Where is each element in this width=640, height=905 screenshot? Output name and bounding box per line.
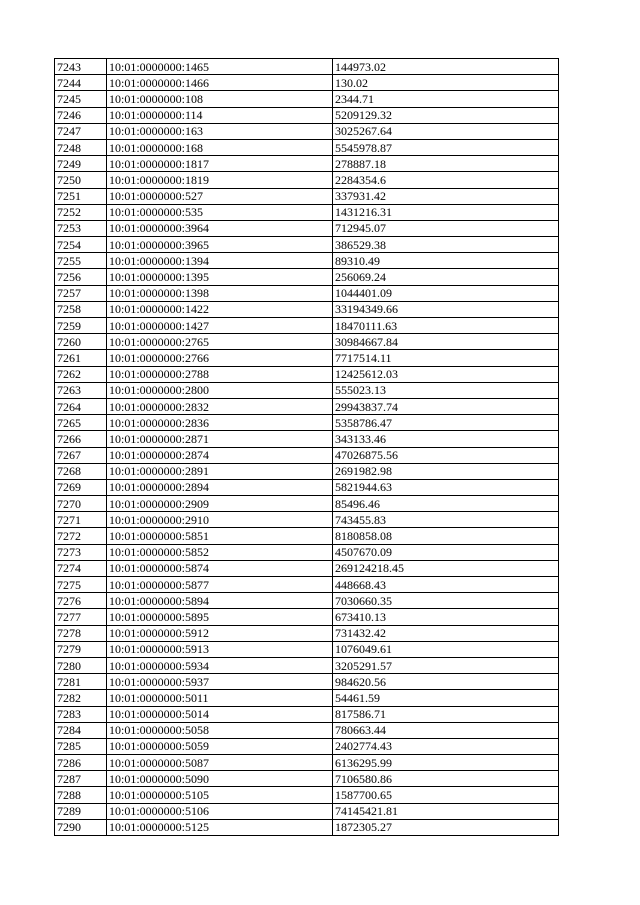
table-body [55, 59, 559, 836]
row-number-cell: 7277 [55, 609, 107, 625]
value-cell: 5358786.47 [333, 415, 559, 431]
value-cell: 780663.44 [333, 722, 559, 738]
table-row [55, 560, 559, 576]
table-row [55, 237, 559, 253]
row-number-cell: 7288 [55, 787, 107, 803]
value-cell: 74145421.81 [333, 803, 559, 819]
cadastral-number-cell: 10:01:0000000:2871 [107, 431, 333, 447]
cadastral-number-cell: 10:01:0000000:2874 [107, 447, 333, 463]
cadastral-number-cell: 10:01:0000000:5090 [107, 771, 333, 787]
row-number-cell: 7272 [55, 528, 107, 544]
cadastral-number-cell: 10:01:0000000:2910 [107, 512, 333, 528]
cadastral-number-cell: 10:01:0000000:1819 [107, 172, 333, 188]
table-row [55, 674, 559, 690]
cadastral-number-cell: 10:01:0000000:2894 [107, 479, 333, 495]
row-number-cell: 7268 [55, 463, 107, 479]
table-row [55, 657, 559, 673]
value-cell: 2284354.6 [333, 172, 559, 188]
value-cell: 47026875.56 [333, 447, 559, 463]
table-row [55, 253, 559, 269]
row-number-cell: 7245 [55, 91, 107, 107]
table-row [55, 75, 559, 91]
cadastral-number-cell: 10:01:0000000:3964 [107, 220, 333, 236]
table-row [55, 123, 559, 139]
table-row [55, 59, 559, 75]
value-cell: 33194349.66 [333, 301, 559, 317]
row-number-cell: 7249 [55, 156, 107, 172]
cadastral-number-cell: 10:01:0000000:5894 [107, 593, 333, 609]
value-cell: 6136295.99 [333, 755, 559, 771]
row-number-cell: 7254 [55, 237, 107, 253]
row-number-cell: 7260 [55, 334, 107, 350]
cadastral-number-cell: 10:01:0000000:3965 [107, 237, 333, 253]
value-cell: 85496.46 [333, 496, 559, 512]
value-cell: 54461.59 [333, 690, 559, 706]
table-row [55, 463, 559, 479]
table-row [55, 755, 559, 771]
table-row [55, 107, 559, 123]
row-number-cell: 7279 [55, 641, 107, 657]
table-row [55, 220, 559, 236]
table-row [55, 156, 559, 172]
row-number-cell: 7282 [55, 690, 107, 706]
table-row [55, 512, 559, 528]
table-row [55, 204, 559, 220]
table-row [55, 172, 559, 188]
cadastral-number-cell: 10:01:0000000:5014 [107, 706, 333, 722]
value-cell: 1044401.09 [333, 285, 559, 301]
value-cell: 743455.83 [333, 512, 559, 528]
cadastral-number-cell: 10:01:0000000:5913 [107, 641, 333, 657]
row-number-cell: 7253 [55, 220, 107, 236]
cadastral-number-cell: 10:01:0000000:2765 [107, 334, 333, 350]
cadastral-number-cell: 10:01:0000000:2800 [107, 382, 333, 398]
value-cell: 5821944.63 [333, 479, 559, 495]
cadastral-number-cell: 10:01:0000000:2832 [107, 398, 333, 414]
cadastral-number-cell: 10:01:0000000:2836 [107, 415, 333, 431]
row-number-cell: 7256 [55, 269, 107, 285]
row-number-cell: 7259 [55, 318, 107, 334]
row-number-cell: 7243 [55, 59, 107, 75]
row-number-cell: 7287 [55, 771, 107, 787]
table-row [55, 819, 559, 835]
cadastral-number-cell: 10:01:0000000:2766 [107, 350, 333, 366]
table-row [55, 544, 559, 560]
cadastral-number-cell: 10:01:0000000:1465 [107, 59, 333, 75]
cadastral-number-cell: 10:01:0000000:2788 [107, 366, 333, 382]
row-number-cell: 7258 [55, 301, 107, 317]
cadastral-number-cell: 10:01:0000000:1395 [107, 269, 333, 285]
table-row [55, 496, 559, 512]
row-number-cell: 7266 [55, 431, 107, 447]
row-number-cell: 7273 [55, 544, 107, 560]
row-number-cell: 7285 [55, 738, 107, 754]
table-row [55, 625, 559, 641]
value-cell: 2344.71 [333, 91, 559, 107]
cadastral-number-cell: 10:01:0000000:1422 [107, 301, 333, 317]
table-row [55, 787, 559, 803]
row-number-cell: 7251 [55, 188, 107, 204]
table-row [55, 593, 559, 609]
cadastral-number-cell: 10:01:0000000:114 [107, 107, 333, 123]
row-number-cell: 7247 [55, 123, 107, 139]
value-cell: 3025267.64 [333, 123, 559, 139]
value-cell: 555023.13 [333, 382, 559, 398]
cadastral-number-cell: 10:01:0000000:5851 [107, 528, 333, 544]
cadastral-number-cell: 10:01:0000000:2909 [107, 496, 333, 512]
value-cell: 712945.07 [333, 220, 559, 236]
row-number-cell: 7244 [55, 75, 107, 91]
value-cell: 673410.13 [333, 609, 559, 625]
row-number-cell: 7248 [55, 139, 107, 155]
cadastral-number-cell: 10:01:0000000:1466 [107, 75, 333, 91]
row-number-cell: 7263 [55, 382, 107, 398]
cadastral-number-cell: 10:01:0000000:535 [107, 204, 333, 220]
cadastral-number-cell: 10:01:0000000:5058 [107, 722, 333, 738]
table-row [55, 398, 559, 414]
cadastral-number-cell: 10:01:0000000:5011 [107, 690, 333, 706]
table-row [55, 350, 559, 366]
table-row [55, 722, 559, 738]
value-cell: 2691982.98 [333, 463, 559, 479]
cadastral-number-cell: 10:01:0000000:5105 [107, 787, 333, 803]
row-number-cell: 7250 [55, 172, 107, 188]
row-number-cell: 7264 [55, 398, 107, 414]
value-cell: 7030660.35 [333, 593, 559, 609]
table-row [55, 318, 559, 334]
cadastral-number-cell: 10:01:0000000:5852 [107, 544, 333, 560]
cadastral-number-cell: 10:01:0000000:5934 [107, 657, 333, 673]
row-number-cell: 7278 [55, 625, 107, 641]
value-cell: 1872305.27 [333, 819, 559, 835]
value-cell: 3205291.57 [333, 657, 559, 673]
value-cell: 278887.18 [333, 156, 559, 172]
cadastral-number-cell: 10:01:0000000:1817 [107, 156, 333, 172]
cadastral-number-cell: 10:01:0000000:2891 [107, 463, 333, 479]
table-row [55, 382, 559, 398]
row-number-cell: 7290 [55, 819, 107, 835]
cadastral-number-cell: 10:01:0000000:163 [107, 123, 333, 139]
row-number-cell: 7275 [55, 577, 107, 593]
row-number-cell: 7286 [55, 755, 107, 771]
table-row [55, 415, 559, 431]
row-number-cell: 7261 [55, 350, 107, 366]
table-row [55, 366, 559, 382]
value-cell: 7106580.86 [333, 771, 559, 787]
row-number-cell: 7289 [55, 803, 107, 819]
value-cell: 12425612.03 [333, 366, 559, 382]
table-row [55, 301, 559, 317]
cadastral-number-cell: 10:01:0000000:527 [107, 188, 333, 204]
value-cell: 817586.71 [333, 706, 559, 722]
row-number-cell: 7283 [55, 706, 107, 722]
table-row [55, 479, 559, 495]
value-cell: 256069.24 [333, 269, 559, 285]
table-row [55, 269, 559, 285]
value-cell: 89310.49 [333, 253, 559, 269]
row-number-cell: 7262 [55, 366, 107, 382]
cadastral-number-cell: 10:01:0000000:1427 [107, 318, 333, 334]
table-row [55, 188, 559, 204]
cadastral-number-cell: 10:01:0000000:5087 [107, 755, 333, 771]
row-number-cell: 7270 [55, 496, 107, 512]
table-row [55, 528, 559, 544]
row-number-cell: 7281 [55, 674, 107, 690]
table-row [55, 285, 559, 301]
value-cell: 5209129.32 [333, 107, 559, 123]
table-row [55, 91, 559, 107]
table-row [55, 431, 559, 447]
value-cell: 7717514.11 [333, 350, 559, 366]
row-number-cell: 7269 [55, 479, 107, 495]
value-cell: 5545978.87 [333, 139, 559, 155]
row-number-cell: 7246 [55, 107, 107, 123]
value-cell: 8180858.08 [333, 528, 559, 544]
row-number-cell: 7271 [55, 512, 107, 528]
value-cell: 1076049.61 [333, 641, 559, 657]
table-row [55, 609, 559, 625]
value-cell: 144973.02 [333, 59, 559, 75]
table-row [55, 139, 559, 155]
row-number-cell: 7265 [55, 415, 107, 431]
cadastral-number-cell: 10:01:0000000:5125 [107, 819, 333, 835]
value-cell: 337931.42 [333, 188, 559, 204]
cadastral-number-cell: 10:01:0000000:5877 [107, 577, 333, 593]
table-row [55, 706, 559, 722]
row-number-cell: 7257 [55, 285, 107, 301]
row-number-cell: 7255 [55, 253, 107, 269]
data-table [54, 58, 559, 836]
value-cell: 731432.42 [333, 625, 559, 641]
table-row [55, 334, 559, 350]
row-number-cell: 7252 [55, 204, 107, 220]
value-cell: 130.02 [333, 75, 559, 91]
cadastral-number-cell: 10:01:0000000:5912 [107, 625, 333, 641]
cadastral-number-cell: 10:01:0000000:108 [107, 91, 333, 107]
value-cell: 343133.46 [333, 431, 559, 447]
cadastral-number-cell: 10:01:0000000:1394 [107, 253, 333, 269]
cadastral-number-cell: 10:01:0000000:5937 [107, 674, 333, 690]
cadastral-number-cell: 10:01:0000000:5059 [107, 738, 333, 754]
value-cell: 29943837.74 [333, 398, 559, 414]
row-number-cell: 7284 [55, 722, 107, 738]
row-number-cell: 7276 [55, 593, 107, 609]
row-number-cell: 7274 [55, 560, 107, 576]
value-cell: 984620.56 [333, 674, 559, 690]
value-cell: 269124218.45 [333, 560, 559, 576]
value-cell: 4507670.09 [333, 544, 559, 560]
table-row [55, 577, 559, 593]
value-cell: 1587700.65 [333, 787, 559, 803]
table-row [55, 771, 559, 787]
row-number-cell: 7267 [55, 447, 107, 463]
row-number-cell: 7280 [55, 657, 107, 673]
value-cell: 448668.43 [333, 577, 559, 593]
value-cell: 386529.38 [333, 237, 559, 253]
table-row [55, 690, 559, 706]
cadastral-number-cell: 10:01:0000000:5106 [107, 803, 333, 819]
value-cell: 30984667.84 [333, 334, 559, 350]
table-row [55, 738, 559, 754]
cadastral-number-cell: 10:01:0000000:5874 [107, 560, 333, 576]
cadastral-number-cell: 10:01:0000000:168 [107, 139, 333, 155]
cadastral-number-cell: 10:01:0000000:5895 [107, 609, 333, 625]
value-cell: 2402774.43 [333, 738, 559, 754]
cadastral-number-cell: 10:01:0000000:1398 [107, 285, 333, 301]
table-row [55, 447, 559, 463]
value-cell: 18470111.63 [333, 318, 559, 334]
table-row [55, 803, 559, 819]
value-cell: 1431216.31 [333, 204, 559, 220]
table-row [55, 641, 559, 657]
